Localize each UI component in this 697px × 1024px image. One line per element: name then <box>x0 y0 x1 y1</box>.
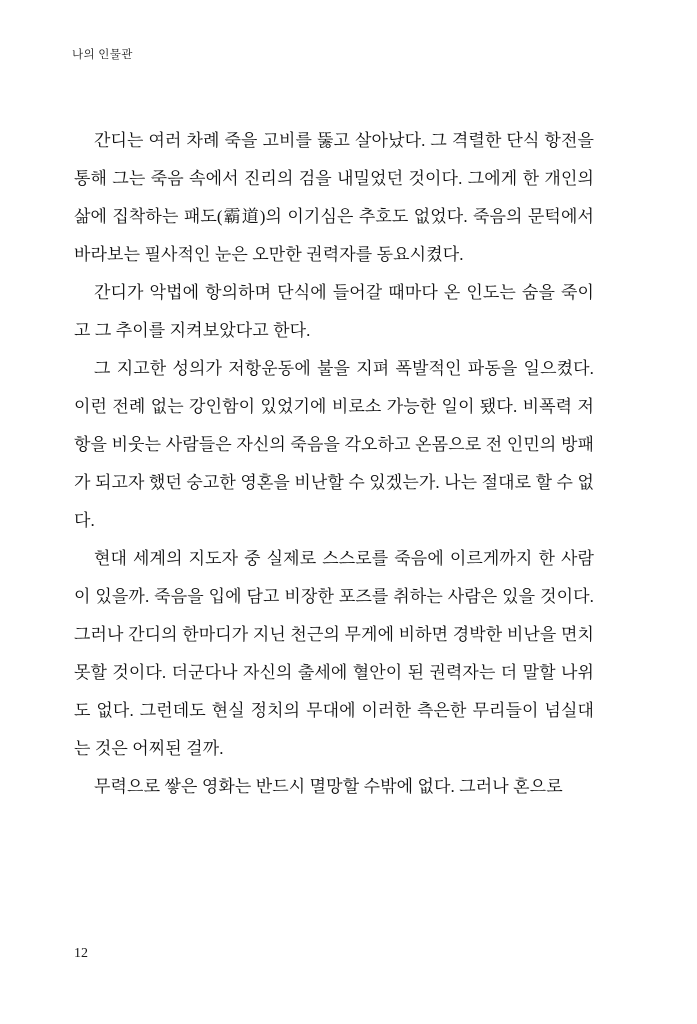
paragraph: 간디가 악법에 항의하며 단식에 들어갈 때마다 온 인도는 숨을 죽이고 그 추이를 지켜보았다고 한다. <box>74 283 594 340</box>
paragraph: 현대 세계의 지도자 중 실제로 스스로를 죽음에 이르게까지 한 사람이 있을까. 죽음을 입에 담고 비장한 포즈를 취하는 사람은 있을 것이다. 그러나 간디의 한마디가 지닌 천근의 무게에 비하면 경박한 비난을 면치 못할 것이다. 더군다나 자신의 출세에 혈안이 된 권력자는 더 말할 나위도 없다. 그런데도 현실 정치의 무대에 이러한 측은한 무리들이 넘실대는 것은 어찌된 걸까. <box>74 549 594 758</box>
paragraph: 무력으로 쌓은 영화는 반드시 멸망할 수밖에 없다. 그러나 혼으로 <box>94 777 563 796</box>
page-number: 12 <box>74 946 88 961</box>
running-head: 나의 인물관 <box>72 49 133 61</box>
body-text-column <box>74 122 594 806</box>
paragraph: 간디는 여러 차례 죽을 고비를 뚫고 살아났다. 그 격렬한 단식 항전을 통해 그는 죽음 속에서 진리의 검을 내밀었던 것이다. 그에게 한 개인의 삶에 집착하는 패도(霸道)의 이기심은 추호도 없었다. 죽음의 문턱에서 바라보는 필사적인 눈은 오만한 권력자를 동요시켰다. <box>74 131 594 264</box>
paragraph: 그 지고한 성의가 저항운동에 불을 지펴 폭발적인 파동을 일으켰다. 이런 전례 없는 강인함이 있었기에 비로소 가능한 일이 됐다. 비폭력 저항을 비웃는 사람들은 자신의 죽음을 각오하고 온몸으로 전 인민의 방패가 되고자 했던 숭고한 영혼을 비난할 수 있겠는가. 나는 절대로 할 수 없다. <box>74 359 594 530</box>
